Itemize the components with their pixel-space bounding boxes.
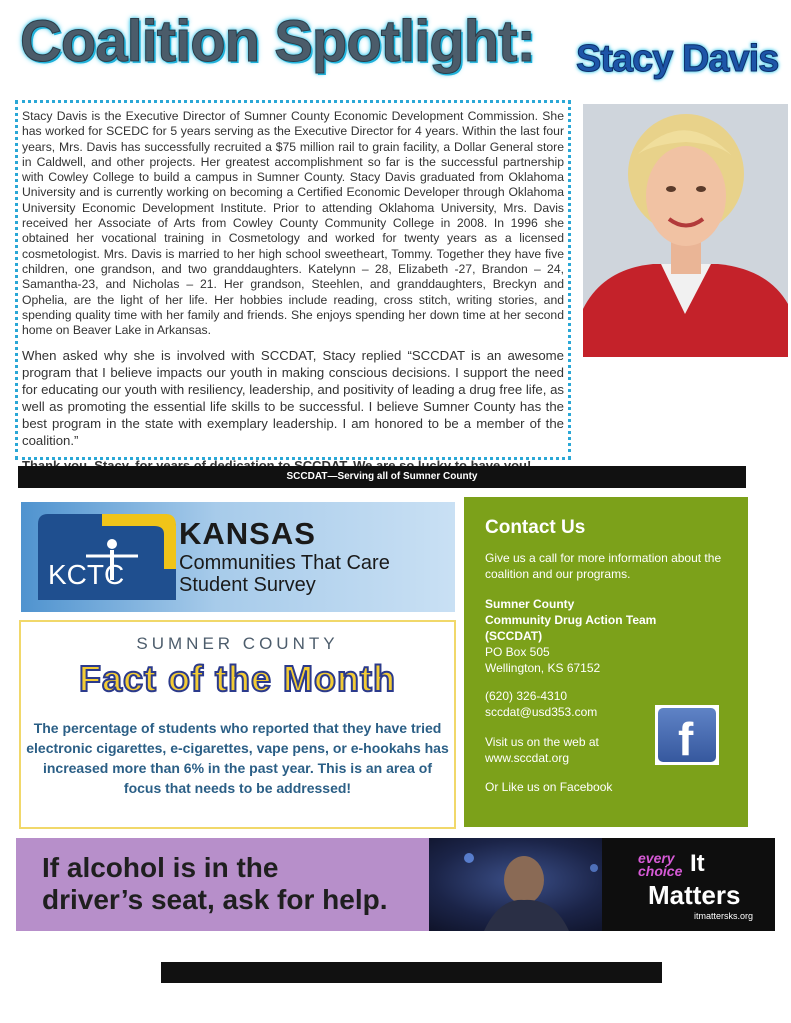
fact-text: The percentage of students who reported that they have tried electronic cigarettes, e-cigarettes, vape pens, or e-hookahs has increased more than 6% in the past year. This is an area of focus that needs to be addressed! bbox=[26, 720, 449, 796]
kctc-subtitle bbox=[179, 552, 390, 596]
bottom-divider bbox=[161, 962, 662, 983]
spotlight-name: Stacy Davis bbox=[576, 38, 779, 80]
org-line3: (SCCDAT) bbox=[485, 629, 543, 643]
portrait-photo bbox=[583, 104, 788, 357]
contact-intro: Give us a call for more information about the coalition and our programs. bbox=[485, 551, 722, 581]
website-link[interactable]: www.sccdat.org bbox=[485, 751, 570, 765]
contact-panel bbox=[464, 497, 748, 827]
logo-url: itmattersks.org bbox=[694, 911, 754, 921]
portrait-illustration bbox=[583, 104, 788, 357]
it-matters-logo bbox=[602, 838, 775, 931]
email-link[interactable]: sccdat@usd353.com bbox=[485, 705, 598, 719]
kctc-logo bbox=[38, 514, 176, 600]
address-line1: PO Box 505 bbox=[485, 645, 550, 659]
alcohol-line1: If alcohol is in the bbox=[42, 852, 279, 883]
serving-banner: SCCDAT—Serving all of Sumner County bbox=[18, 466, 746, 488]
web-intro: Visit us on the web at bbox=[485, 735, 599, 749]
logo-every: every bbox=[638, 850, 675, 866]
contact-web bbox=[485, 734, 599, 766]
contact-address bbox=[485, 644, 600, 676]
kctc-subtitle-line1: Communities That Care bbox=[179, 552, 390, 574]
facebook-text[interactable]: Or Like us on Facebook bbox=[485, 780, 613, 794]
logo-choice: choice bbox=[638, 863, 683, 879]
alcohol-banner[interactable] bbox=[16, 838, 775, 931]
alcohol-line2: driver’s seat, ask for help. bbox=[42, 884, 388, 915]
bio-box bbox=[15, 100, 571, 460]
kctc-title: KANSAS bbox=[179, 516, 316, 551]
logo-every-choice bbox=[638, 852, 682, 878]
bio-quote: When asked why she is involved with SCCDAT, Stacy replied “SCCDAT is an awesome program that I believe impacts our youth in making conscious decisions. I support the need for educating our youth with resiliency, leadership, and positivity of leading a drug free life, as well as promoting the essential life skills to be successful. I believe Sumner County has the best program in the state with exemplary leadership. I am honored to be a member of the coalition.” bbox=[22, 348, 564, 449]
contact-phone-email bbox=[485, 688, 597, 720]
alcohol-message bbox=[42, 852, 388, 916]
logo-it: It bbox=[690, 850, 705, 877]
facebook-icon[interactable] bbox=[655, 705, 719, 765]
contact-org bbox=[485, 596, 735, 644]
org-line1: Sumner County bbox=[485, 597, 575, 611]
contact-title: Contact Us bbox=[485, 517, 586, 538]
driver-photo bbox=[429, 838, 629, 931]
bio-paragraph: Stacy Davis is the Executive Director of Sumner County Economic Development Commission. She has worked for SCEDC for 5 years serving as the Executive Director for 4 years. Within the last four years, Mrs. Davis has successfully recruited a $75 million rail to grain facility, a Dollar General store in Caldwell, and other projects. Her greatest accomplishment so far is the successful partnership with Cowley College to build a campus in Sumner County. Stacy Davis graduated from Oklahoma University and is currently working on becoming a Certified Economic Developer through Oklahoma University Economic Development Institute. Prior to attending Oklahoma University, Mrs. Davis received her Associate of Arts from Cowley County Community College in 2008. In 1996 she obtained her vocational training in Cosmetology and worked for twenty years as a licensed cosmetologist. Mrs. Davis is married to her high school sweetheart, Tommy. Together they have five children, one grandson, and two granddaughters. Katelynn – 28, Elizabeth -27, Brandon – 24, Samantha-23, and Nicholas – 21. Her grandson, Steehlen, and granddaughters, Breckyn and Ophelia, are the light of her life. Her hobbies include reading, cross stitch, writing stories, and spending quality time with her family and friends. She enjoys spending her down time at her second home on Beaver Lake in Arkansas. bbox=[22, 109, 564, 338]
fact-title: Fact of the Month bbox=[79, 658, 396, 699]
kctc-logo-text: KCTC bbox=[48, 559, 125, 590]
org-line2: Community Drug Action Team bbox=[485, 613, 657, 627]
logo-matters: Matters bbox=[648, 880, 741, 910]
phone-number[interactable]: (620) 326-4310 bbox=[485, 689, 568, 703]
kctc-banner[interactable] bbox=[21, 502, 455, 612]
address-line2: Wellington, KS 67152 bbox=[485, 661, 601, 675]
kctc-subtitle-line2: Student Survey bbox=[179, 574, 316, 596]
page-title: Coalition Spotlight: bbox=[20, 9, 535, 74]
facebook-icon-letter: f bbox=[678, 713, 694, 765]
fact-county: SUMNER COUNTY bbox=[136, 634, 339, 653]
fact-of-month-box bbox=[19, 620, 456, 829]
